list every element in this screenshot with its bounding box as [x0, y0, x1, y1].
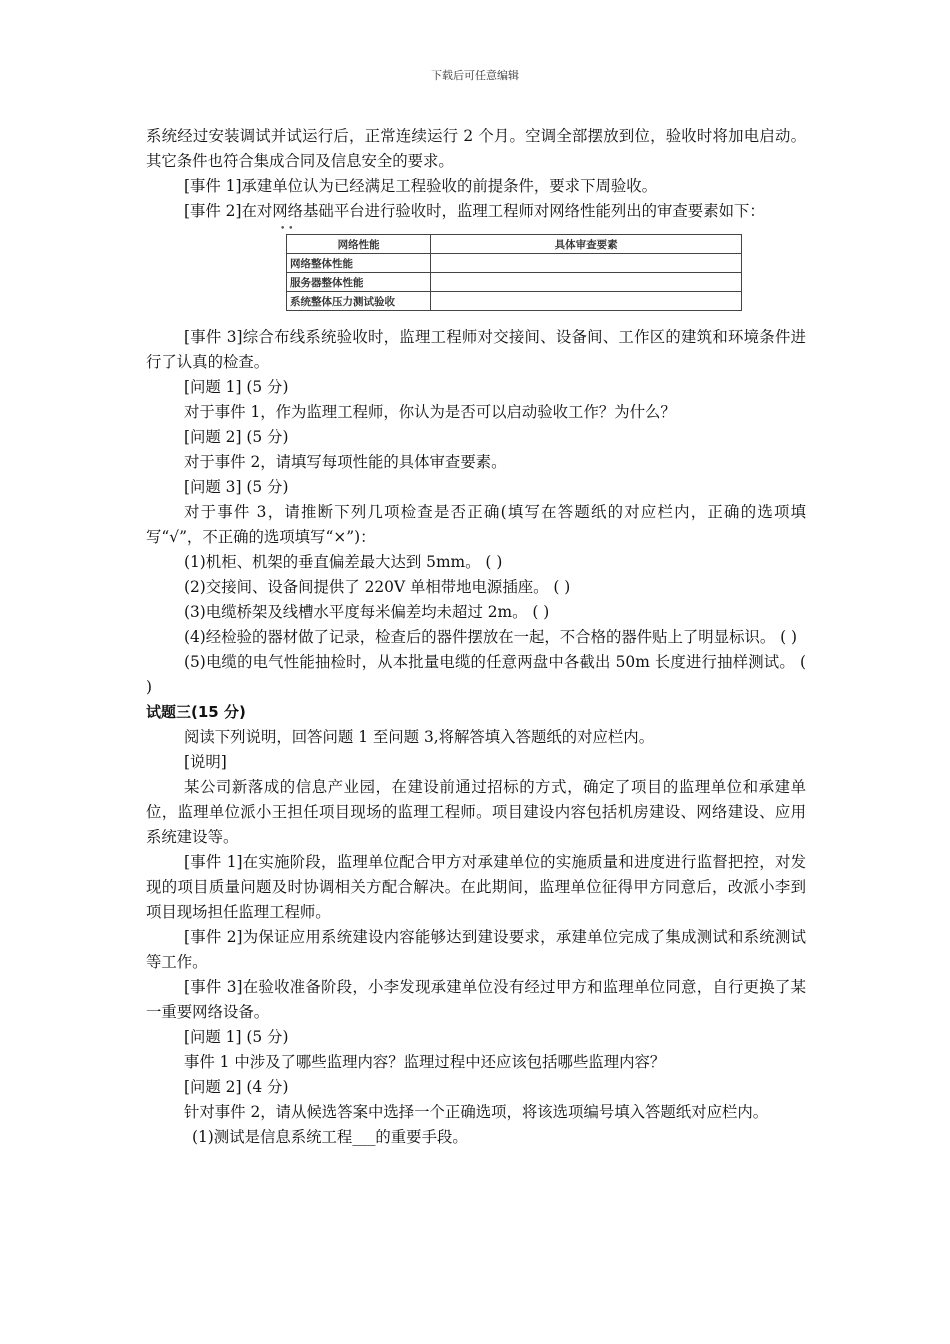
row-label: 网络整体性能: [287, 254, 431, 273]
paragraphs-top: [146, 124, 806, 224]
paragraph: [事件 1]承建单位认为已经满足工程验收的前提条件，要求下周验收。: [184, 177, 658, 195]
row-blank-cell: [431, 292, 742, 311]
paragraphs-bottom: [146, 725, 806, 1150]
paragraph: [事件 2]在对网络基础平台进行验收时，监理工程师对网络性能列出的审查要素如下：: [184, 202, 765, 220]
paragraph: (1)测试是信息系统工程___的重要手段。: [192, 1128, 468, 1146]
section-title: 试题三(15 分): [146, 703, 246, 721]
row-label: 服务器整体性能: [287, 273, 431, 292]
paragraph: [问题 3] (5 分): [184, 478, 289, 496]
table-row: [287, 292, 742, 311]
paragraph: (4)经检验的器材做了记录，检查后的器件摆放在一起，不合格的器件贴上了明显标识。 ( ): [184, 628, 798, 646]
paragraph: [事件 1]在实施阶段，监理单位配合甲方对承建单位的实施质量和进度进行监督把控，对发现的项目质量问题及时协调相关方配合解决。在此期间，监理单位征得甲方同意后，改派小李到项目现场担任监理工程师。: [146, 853, 806, 921]
paragraph: (2)交接间、设备间提供了 220V 单相带地电源插座。 ( ): [184, 578, 571, 596]
table-marker-dots: • •: [280, 224, 294, 234]
header-network-performance: 网络性能: [287, 235, 431, 254]
paragraph: 对于事件 1，作为监理工程师，你认为是否可以启动验收工作？为什么？: [184, 403, 676, 421]
table-row: [287, 273, 742, 292]
paragraph: [事件 3]综合布线系统验收时，监理工程师对交接间、设备间、工作区的建筑和环境条件进行了认真的检查。: [146, 328, 806, 371]
paragraph: 事件 1 中涉及了哪些监理内容？监理过程中还应该包括哪些监理内容？: [184, 1053, 666, 1071]
table-row: [287, 254, 742, 273]
paragraph: [事件 2]为保证应用系统建设内容能够达到建设要求，承建单位完成了集成测试和系统测试等工作。: [146, 928, 806, 971]
paragraph: 某公司新落成的信息产业园，在建设前通过招标的方式，确定了项目的监理单位和承建单位，监理单位派小王担任项目现场的监理工程师。项目建设内容包括机房建设、网络建设、应用系统建设等。: [146, 778, 806, 846]
paragraph: 对于事件 3，请推断下列几项检查是否正确(填写在答题纸的对应栏内，正确的选项填写“√”，不正确的选项填写“×”)：: [146, 503, 806, 546]
row-blank-cell: [431, 273, 742, 292]
paragraph: 阅读下列说明，回答问题 1 至问题 3,将解答填入答题纸的对应栏内。: [184, 728, 655, 746]
document-body: [146, 124, 806, 1150]
paragraph: 针对事件 2，请从候选答案中选择一个正确选项，将该选项编号填入答题纸对应栏内。: [184, 1103, 769, 1121]
row-blank-cell: [431, 254, 742, 273]
paragraph: [问题 2] (5 分): [184, 428, 289, 446]
paragraphs-middle: [146, 325, 806, 700]
paragraph: [问题 1] (5 分): [184, 1028, 289, 1046]
header-review-elements: 具体审查要素: [431, 235, 742, 254]
paragraph: (1)机柜、机架的垂直偏差最大达到 5mm。 ( ): [184, 553, 503, 571]
paragraph: [说明]: [184, 753, 227, 771]
paragraph: (5)电缆的电气性能抽检时，从本批量电缆的任意两盘中各截出 50m 长度进行抽样测试。 ( ): [146, 653, 806, 696]
table-header-row: [287, 235, 742, 254]
paragraph: 系统经过安装调试并试运行后，正常连续运行 2 个月。空调全部摆放到位，验收时将加电启动。其它条件也符合集成合同及信息安全的要求。: [146, 127, 806, 170]
paragraph: (3)电缆桥架及线槽水平度每米偏差均未超过 2m。 ( ): [184, 603, 550, 621]
page-header: 下载后可任意编辑: [431, 69, 519, 82]
row-label: 系统整体压力测试验收: [287, 292, 431, 311]
paragraph: 对于事件 2，请填写每项性能的具体审查要素。: [184, 453, 507, 471]
paragraph: [问题 1] (5 分): [184, 378, 289, 396]
paragraph: [事件 3]在验收准备阶段，小李发现承建单位没有经过甲方和监理单位同意，自行更换了某一重要网络设备。: [146, 978, 806, 1021]
network-performance-table: [286, 234, 742, 311]
paragraph: [问题 2] (4 分): [184, 1078, 289, 1096]
